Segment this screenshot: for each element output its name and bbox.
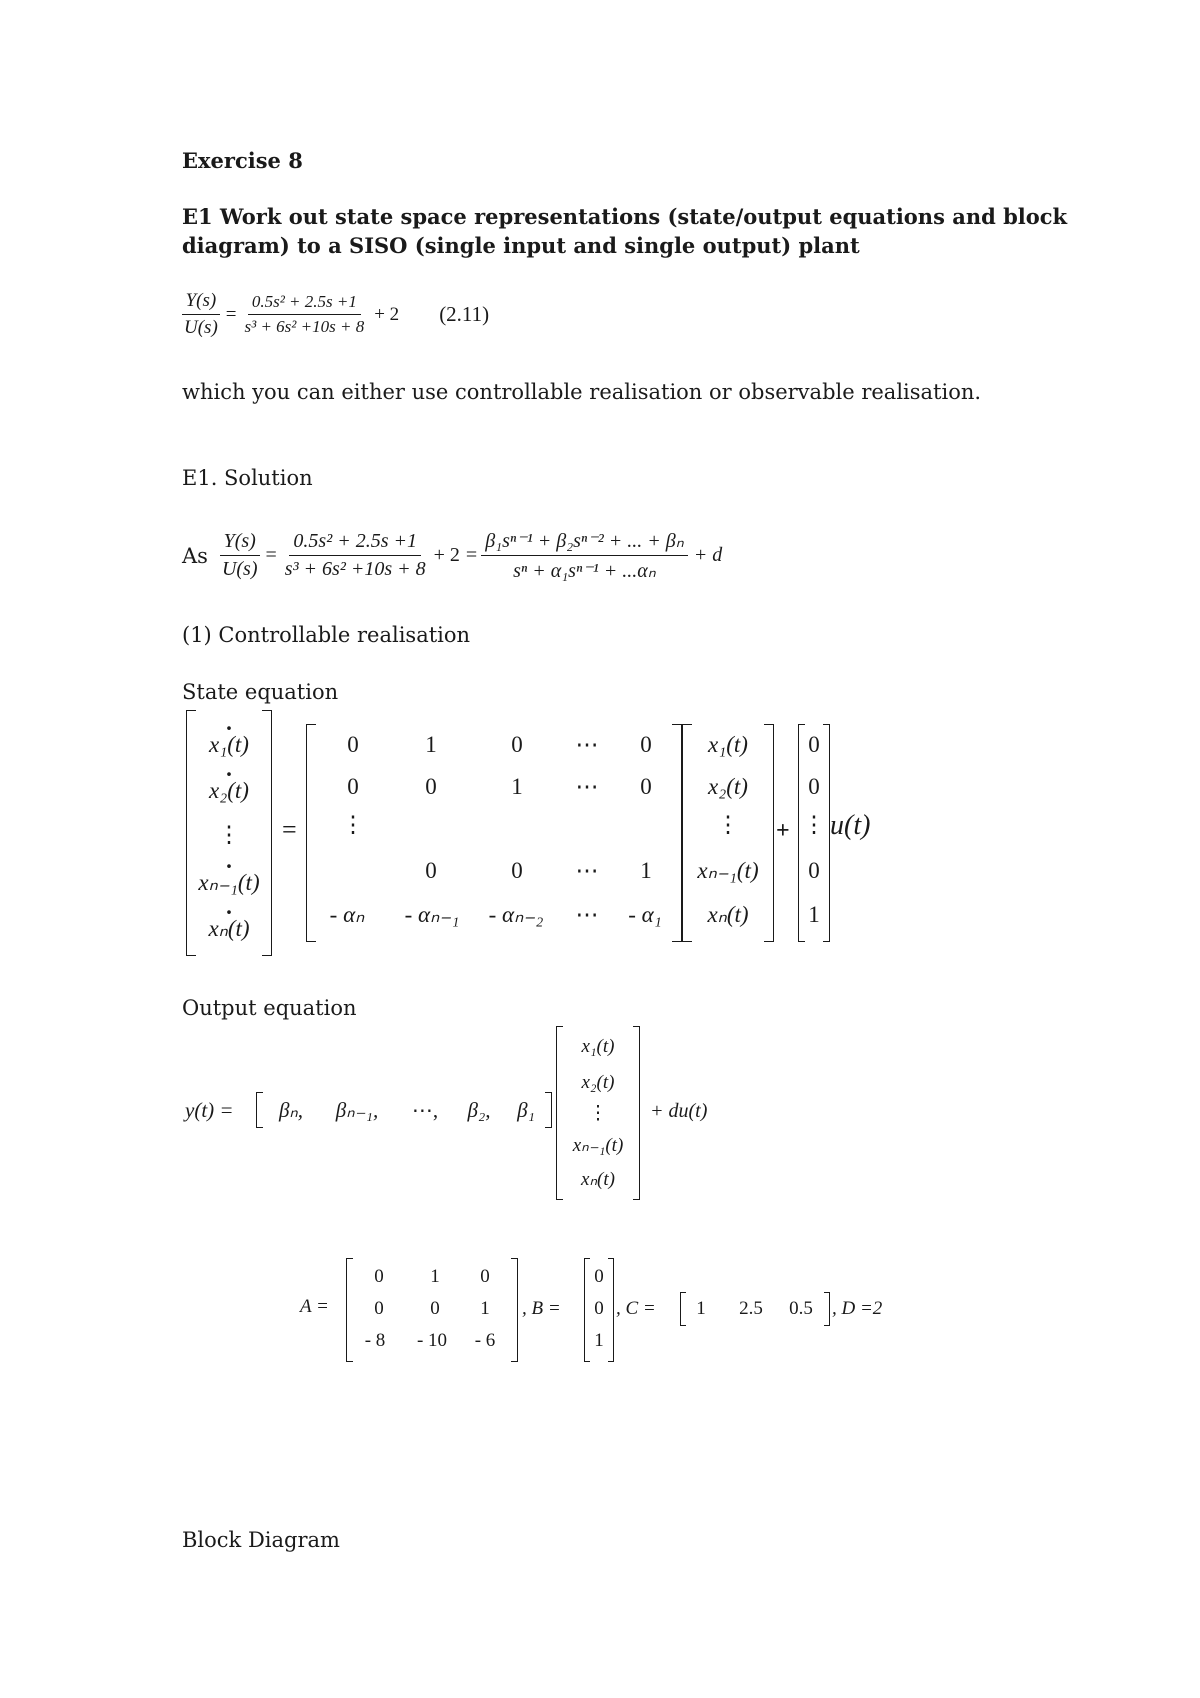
ox-ellipsis: ⋮ bbox=[588, 1103, 608, 1124]
gf-lhs-den: U(s) bbox=[221, 558, 258, 580]
b-5: 1 bbox=[808, 902, 820, 927]
task-line-2: diagram) to a SISO (single input and single output) plant bbox=[182, 233, 860, 258]
a-r5-c2: - αₙ₋₁ bbox=[404, 902, 460, 927]
ma-13: 0 bbox=[480, 1266, 490, 1287]
tf-den: s³ + 6s² +10s + 8 bbox=[244, 317, 365, 336]
matrix-b bbox=[584, 1258, 614, 1362]
realisation-note: which you can either use controllable realisation or observable realisation. bbox=[182, 380, 982, 404]
gf-lhs-num: Y(s) bbox=[220, 530, 260, 556]
a-r4-c3: 0 bbox=[511, 858, 523, 883]
gf-general-den: sⁿ + α₁sⁿ⁻¹ + ...αₙ bbox=[513, 560, 656, 582]
state-equals: = bbox=[282, 815, 297, 844]
a-r5-c3: - αₙ₋₂ bbox=[488, 902, 544, 927]
controllable-heading: (1) Controllable realisation bbox=[182, 623, 471, 647]
gf-tail: + d bbox=[693, 544, 723, 566]
tf-lhs-den: U(s) bbox=[184, 317, 218, 338]
d-label: , D =2 bbox=[832, 1298, 883, 1319]
a-r1-c2: 1 bbox=[425, 732, 437, 757]
b-4: 0 bbox=[808, 858, 820, 883]
x-2: x₂(t) bbox=[708, 774, 748, 799]
equation-number: (2.11) bbox=[439, 302, 490, 326]
b-1: 0 bbox=[808, 732, 820, 757]
a-r5-c5: - α₁ bbox=[628, 902, 662, 927]
a-r5-c1: - αₙ bbox=[329, 902, 365, 927]
c-beta-n-minus-1: βₙ₋₁, bbox=[335, 1098, 379, 1122]
output-equation-heading: Output equation bbox=[182, 996, 357, 1020]
a-r2-c2: 0 bbox=[425, 774, 437, 799]
tf-equals: = bbox=[225, 303, 237, 325]
input-u: u(t) bbox=[830, 810, 871, 841]
ma-23: 1 bbox=[480, 1298, 490, 1319]
matrix-c bbox=[680, 1292, 830, 1326]
gf-general-num: β₁sⁿ⁻¹ + β₂sⁿ⁻² + ... + βₙ bbox=[481, 528, 688, 556]
ma-31: - 8 bbox=[364, 1330, 386, 1351]
ma-12: 1 bbox=[430, 1266, 440, 1287]
c-beta-1: β₁ bbox=[517, 1098, 535, 1122]
b-2: 0 bbox=[808, 774, 820, 799]
b-ellipsis: ⋮ bbox=[802, 812, 826, 837]
ox-2: x₂(t) bbox=[581, 1072, 615, 1093]
a-r2-c4: ⋯ bbox=[575, 774, 599, 799]
a-r4-c2: 0 bbox=[425, 858, 437, 883]
ox-1: x₁(t) bbox=[581, 1036, 615, 1057]
x-ellipsis: ⋮ bbox=[716, 812, 740, 837]
tf-num: 0.5s² + 2.5s +1 bbox=[248, 292, 361, 315]
gf-plant-den: s³ + 6s² +10s + 8 bbox=[284, 558, 426, 580]
mc-3: 0.5 bbox=[789, 1298, 813, 1319]
task-line-1: E1 Work out state space representations (state/output equations and block bbox=[182, 204, 1068, 229]
x-n-minus-1: xₙ₋₁(t) bbox=[697, 858, 759, 883]
as-word: As bbox=[182, 543, 208, 568]
gf-plus-two: + 2 bbox=[433, 544, 460, 566]
a-r3-ellipsis: ⋮ bbox=[341, 812, 365, 837]
a-r1-c4: ⋯ bbox=[575, 732, 599, 757]
ma-21: 0 bbox=[374, 1298, 384, 1319]
c-label: , C = bbox=[616, 1298, 656, 1319]
a-r4-c4: ⋯ bbox=[575, 858, 599, 883]
a-r4-c5: 1 bbox=[640, 858, 652, 883]
tf-lhs-num: Y(s) bbox=[182, 290, 221, 315]
a-r1-c1: 0 bbox=[347, 732, 359, 757]
x-n: xₙ(t) bbox=[707, 902, 749, 927]
a-label: A = bbox=[300, 1296, 329, 1317]
exercise-title: Exercise 8 bbox=[182, 148, 303, 173]
x-1: x₁(t) bbox=[708, 732, 748, 757]
ma-33: - 6 bbox=[474, 1330, 496, 1351]
output-lhs: y(t) = bbox=[185, 1098, 234, 1122]
ox-n: xₙ(t) bbox=[581, 1169, 615, 1190]
ma-11: 0 bbox=[374, 1266, 384, 1287]
c-beta-n: βₙ, bbox=[278, 1098, 304, 1122]
solution-heading: E1. Solution bbox=[182, 466, 313, 490]
mb-2: 0 bbox=[594, 1298, 604, 1319]
mb-3: 1 bbox=[594, 1330, 604, 1351]
a-r5-c4: ⋯ bbox=[575, 902, 599, 927]
mc-2: 2.5 bbox=[739, 1298, 763, 1319]
xdot-2: . x₂(t) bbox=[209, 778, 249, 803]
ma-22: 0 bbox=[430, 1298, 440, 1319]
state-plus: + bbox=[776, 818, 790, 844]
c-dots: ⋯, bbox=[411, 1098, 439, 1122]
a-r1-c3: 0 bbox=[511, 732, 523, 757]
mc-1: 1 bbox=[696, 1298, 706, 1319]
b-label: , B = bbox=[522, 1298, 561, 1319]
block-diagram-heading: Block Diagram bbox=[182, 1528, 340, 1552]
tf-tail: + 2 bbox=[374, 303, 400, 325]
xdot-n-minus-1: . xₙ₋₁(t) bbox=[198, 870, 259, 895]
xdot-n: . xₙ(t) bbox=[208, 916, 249, 941]
gf-equals-2: = bbox=[465, 544, 478, 566]
c-beta-2: β₂, bbox=[467, 1098, 491, 1122]
a-r2-c1: 0 bbox=[347, 774, 359, 799]
state-equation-heading: State equation bbox=[182, 680, 339, 704]
gf-plant-num: 0.5s² + 2.5s +1 bbox=[289, 530, 421, 556]
matrix-a bbox=[346, 1258, 518, 1362]
ox-n-minus-1: xₙ₋₁(t) bbox=[572, 1135, 624, 1156]
mb-1: 0 bbox=[594, 1266, 604, 1287]
a-r2-c5: 0 bbox=[640, 774, 652, 799]
xdot-ellipsis: ⋮ bbox=[217, 822, 241, 847]
xdot-1: . x₁(t) bbox=[209, 732, 249, 757]
a-r2-c3: 1 bbox=[511, 774, 523, 799]
a-r1-c5: 0 bbox=[640, 732, 652, 757]
gf-equals-1: = bbox=[265, 544, 277, 566]
output-tail: + du(t) bbox=[650, 1100, 708, 1122]
ma-32: - 10 bbox=[416, 1330, 448, 1351]
